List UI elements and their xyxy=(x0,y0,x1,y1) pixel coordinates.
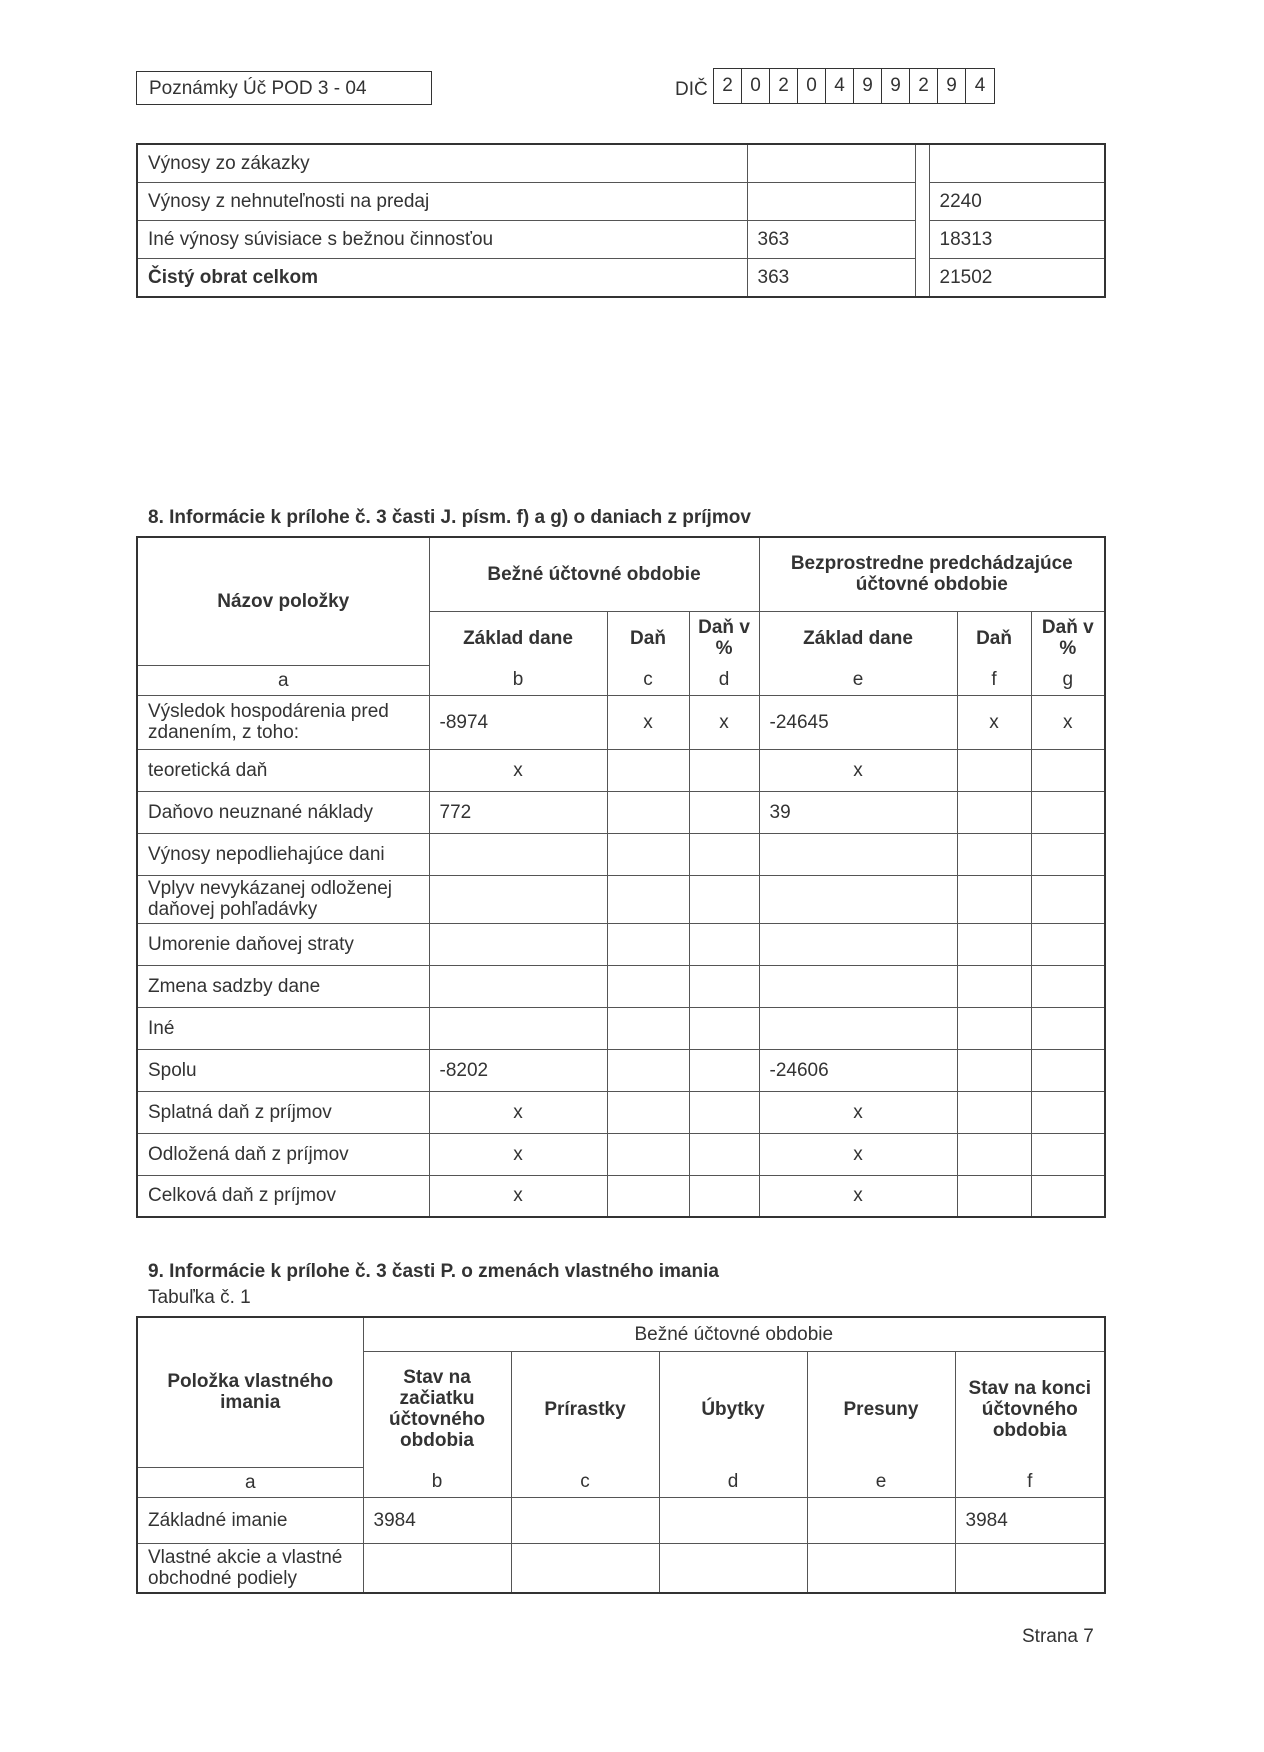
row-label: Výnosy z nehnuteľnosti na predaj xyxy=(137,183,747,221)
cell-g xyxy=(1031,749,1105,791)
row-label: Daňovo neuznané náklady xyxy=(137,791,429,833)
cell-b xyxy=(429,923,607,965)
cell-e: x xyxy=(759,749,957,791)
row-label: Zmena sadzby dane xyxy=(137,965,429,1007)
cell-f xyxy=(957,833,1031,875)
cell-b xyxy=(429,965,607,1007)
cell-f xyxy=(957,1007,1031,1049)
table-row xyxy=(137,259,1105,298)
col-letter: f xyxy=(955,1467,1105,1497)
row-label: Čistý obrat celkom xyxy=(137,259,747,298)
cell-f xyxy=(957,749,1031,791)
table-row xyxy=(137,749,1105,791)
value-current xyxy=(747,183,915,221)
table-row xyxy=(137,1049,1105,1091)
col-letter: b xyxy=(429,665,607,695)
cell-d xyxy=(689,1007,759,1049)
row-label: Iné xyxy=(137,1007,429,1049)
cell-e xyxy=(759,965,957,1007)
cell-b: x xyxy=(429,1175,607,1217)
table-row xyxy=(137,144,1105,183)
value-previous: 18313 xyxy=(929,221,1105,259)
section-9-title: 9. Informácie k prílohe č. 3 časti P. o zmenách vlastného imania xyxy=(148,1261,719,1282)
table-row xyxy=(137,1497,1105,1543)
document-code: Poznámky Úč POD 3 - 04 xyxy=(136,71,432,105)
cell-g: x xyxy=(1031,695,1105,749)
col-header-opening: Stav na začiatku účtovného obdobia xyxy=(363,1351,511,1467)
dic-digit: 9 xyxy=(938,69,966,103)
cell-e xyxy=(759,923,957,965)
cell-c xyxy=(607,965,689,1007)
cell-g xyxy=(1031,791,1105,833)
cell-f xyxy=(957,875,1031,923)
cell-f xyxy=(957,1175,1031,1217)
col-header-base: Základ dane xyxy=(429,611,607,665)
cell-d xyxy=(689,875,759,923)
cell-d xyxy=(689,1049,759,1091)
cell-b: x xyxy=(429,749,607,791)
cell-f xyxy=(957,1049,1031,1091)
table-caption: Tabuľka č. 1 xyxy=(148,1287,251,1308)
value-current xyxy=(747,144,915,183)
col-header-disposals: Úbytky xyxy=(659,1351,807,1467)
col-header-additions: Prírastky xyxy=(511,1351,659,1467)
income-tax-table xyxy=(136,536,1106,1218)
row-label: Základné imanie xyxy=(137,1497,363,1543)
cell-c xyxy=(607,1091,689,1133)
cell-b: 3984 xyxy=(363,1497,511,1543)
cell-f xyxy=(957,791,1031,833)
row-label: Vplyv nevykázanej odloženej daňovej pohľadávky xyxy=(137,875,429,923)
cell-d xyxy=(689,833,759,875)
cell-b xyxy=(429,833,607,875)
row-label: Výnosy nepodliehajúce dani xyxy=(137,833,429,875)
value-current: 363 xyxy=(747,221,915,259)
col-header-current-period: Bežné účtovné obdobie xyxy=(429,537,759,611)
cell-f xyxy=(957,1133,1031,1175)
col-letter: b xyxy=(363,1467,511,1497)
col-header-tax-pct: Daň v % xyxy=(689,611,759,665)
cell-d xyxy=(689,923,759,965)
cell-c xyxy=(607,1007,689,1049)
dic-digit: 2 xyxy=(770,69,798,103)
table-row xyxy=(137,1007,1105,1049)
cell-c xyxy=(607,833,689,875)
cell-b: 772 xyxy=(429,791,607,833)
table-row xyxy=(137,923,1105,965)
page-number: Strana 7 xyxy=(1022,1626,1094,1647)
dic-digit: 2 xyxy=(714,69,742,103)
col-letter: d xyxy=(659,1467,807,1497)
cell-b xyxy=(429,1007,607,1049)
cell-g xyxy=(1031,1175,1105,1217)
cell-e: x xyxy=(759,1175,957,1217)
cell-e xyxy=(807,1497,955,1543)
cell-g xyxy=(1031,1133,1105,1175)
col-header-transfers: Presuny xyxy=(807,1351,955,1467)
table-row xyxy=(137,1543,1105,1593)
cell-c: x xyxy=(607,695,689,749)
income-tax-rows xyxy=(137,695,1105,1217)
cell-g xyxy=(1031,923,1105,965)
cell-e: 39 xyxy=(759,791,957,833)
dic-digit: 0 xyxy=(742,69,770,103)
table-row xyxy=(137,1133,1105,1175)
cell-b xyxy=(429,875,607,923)
row-label: Vlastné akcie a vlastné obchodné podiely xyxy=(137,1543,363,1593)
cell-d: x xyxy=(689,695,759,749)
cell-c xyxy=(511,1543,659,1593)
equity-changes-table xyxy=(136,1316,1106,1594)
dic-digit: 4 xyxy=(826,69,854,103)
col-letter: c xyxy=(607,665,689,695)
cell-c xyxy=(607,875,689,923)
cell-c xyxy=(607,1133,689,1175)
cell-e xyxy=(759,833,957,875)
cell-c xyxy=(607,923,689,965)
col-header-tax: Daň xyxy=(607,611,689,665)
value-previous xyxy=(929,144,1105,183)
cell-d xyxy=(689,1133,759,1175)
cell-d xyxy=(689,965,759,1007)
cell-c xyxy=(511,1497,659,1543)
dic-label: DIČ xyxy=(675,79,708,100)
table-row xyxy=(137,791,1105,833)
col-letter: g xyxy=(1031,665,1105,695)
col-letter: c xyxy=(511,1467,659,1497)
dic-digit: 9 xyxy=(882,69,910,103)
cell-g xyxy=(1031,965,1105,1007)
table-row xyxy=(137,221,1105,259)
cell-e xyxy=(807,1543,955,1593)
col-header-tax-pct: Daň v % xyxy=(1031,611,1105,665)
dic-digit-boxes xyxy=(713,68,995,104)
col-header-previous-period: Bezprostredne predchádzajúce účtovné obdobie xyxy=(759,537,1105,611)
cell-g xyxy=(1031,1049,1105,1091)
cell-b: -8202 xyxy=(429,1049,607,1091)
cell-g xyxy=(1031,1007,1105,1049)
col-letter: a xyxy=(137,665,429,695)
col-letter: e xyxy=(807,1467,955,1497)
cell-e: -24645 xyxy=(759,695,957,749)
cell-f xyxy=(957,965,1031,1007)
col-letter: a xyxy=(137,1467,363,1497)
table-row xyxy=(137,183,1105,221)
cell-d xyxy=(689,1175,759,1217)
equity-rows xyxy=(137,1497,1105,1593)
dic-digit: 9 xyxy=(854,69,882,103)
col-letter: d xyxy=(689,665,759,695)
cell-b: x xyxy=(429,1133,607,1175)
dic-digit: 4 xyxy=(974,75,986,96)
col-header-item: Položka vlastného imania xyxy=(137,1317,363,1467)
cell-f: x xyxy=(957,695,1031,749)
cell-c xyxy=(607,1175,689,1217)
row-label: Výsledok hospodárenia pred zdanením, z toho: xyxy=(137,695,429,749)
col-header-tax: Daň xyxy=(957,611,1031,665)
row-label: Celková daň z príjmov xyxy=(137,1175,429,1217)
cell-f xyxy=(957,923,1031,965)
cell-g xyxy=(1031,833,1105,875)
cell-b xyxy=(363,1543,511,1593)
cell-e: x xyxy=(759,1133,957,1175)
value-previous: 2240 xyxy=(929,183,1105,221)
cell-e xyxy=(759,875,957,923)
cell-b: x xyxy=(429,1091,607,1133)
value-current: 363 xyxy=(747,259,915,298)
table-row xyxy=(137,1091,1105,1133)
table-row xyxy=(137,875,1105,923)
col-header-current-period: Bežné účtovné obdobie xyxy=(363,1317,1105,1351)
revenue-table xyxy=(136,143,1106,298)
table-row xyxy=(137,1175,1105,1217)
cell-d xyxy=(689,749,759,791)
cell-d xyxy=(689,791,759,833)
section-8-title: 8. Informácie k prílohe č. 3 časti J. písm. f) a g) o daniach z príjmov xyxy=(148,507,751,528)
cell-d xyxy=(659,1497,807,1543)
table-row xyxy=(137,833,1105,875)
col-header-closing: Stav na konci účtovného obdobia xyxy=(955,1351,1105,1467)
cell-f: 3984 xyxy=(955,1497,1105,1543)
row-label: Spolu xyxy=(137,1049,429,1091)
dic-digit: 2 xyxy=(910,69,938,103)
cell-d xyxy=(689,1091,759,1133)
cell-c xyxy=(607,749,689,791)
cell-g xyxy=(1031,875,1105,923)
cell-e: x xyxy=(759,1091,957,1133)
row-label: Iné výnosy súvisiace s bežnou činnosťou xyxy=(137,221,747,259)
cell-f xyxy=(957,1091,1031,1133)
value-previous: 21502 xyxy=(929,259,1105,298)
table-row xyxy=(137,695,1105,749)
cell-e xyxy=(759,1007,957,1049)
row-label: Odložená daň z príjmov xyxy=(137,1133,429,1175)
col-header-base: Základ dane xyxy=(759,611,957,665)
col-letter: f xyxy=(957,665,1031,695)
col-letter: e xyxy=(759,665,957,695)
cell-e: -24606 xyxy=(759,1049,957,1091)
row-label: Splatná daň z príjmov xyxy=(137,1091,429,1133)
col-header-name: Názov položky xyxy=(137,537,429,665)
cell-g xyxy=(1031,1091,1105,1133)
cell-b: -8974 xyxy=(429,695,607,749)
cell-f xyxy=(955,1543,1105,1593)
row-label: Umorenie daňovej straty xyxy=(137,923,429,965)
row-label: Výnosy zo zákazky xyxy=(137,144,747,183)
row-label: teoretická daň xyxy=(137,749,429,791)
cell-c xyxy=(607,791,689,833)
cell-d xyxy=(659,1543,807,1593)
table-row xyxy=(137,965,1105,1007)
dic-digit: 0 xyxy=(798,69,826,103)
cell-c xyxy=(607,1049,689,1091)
